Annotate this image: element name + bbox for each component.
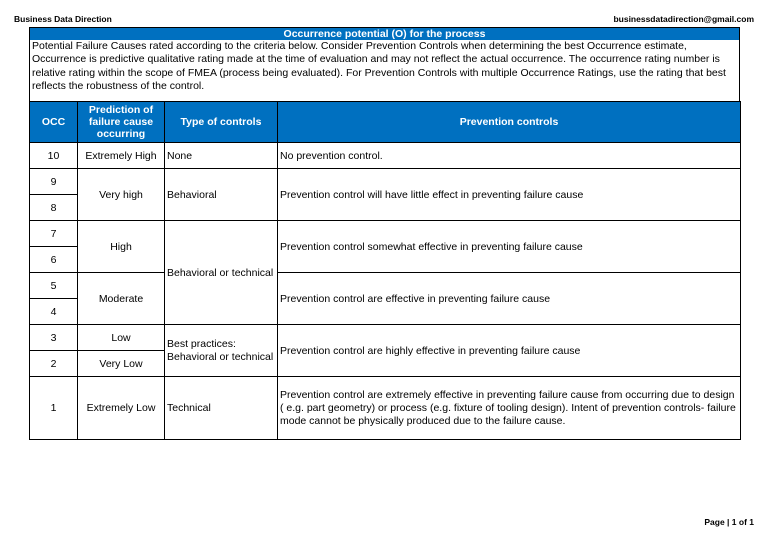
prediction-cell: Moderate <box>78 273 165 325</box>
table-row <box>30 273 741 299</box>
occ-cell: 1 <box>30 377 78 440</box>
intro-paragraph: Potential Failure Causes rated according to the criteria below. Consider Prevention Controls when determining the best Occurrence estimate, Occurrence is predictive qualitative rating made at the time of evaluation and may not reflect the actual occurrence. The occurrence rating number is relative rating within the scope of FMEA (process being evaluated). For Prevention Controls with multiple Occurrence Ratings, use the rating that best reflects the robustness of the control. <box>29 40 740 101</box>
occ-cell: 6 <box>30 247 78 273</box>
type-cell: Technical <box>165 377 278 440</box>
occ-cell: 9 <box>30 169 78 195</box>
sheet-title: Occurrence potential (O) for the process <box>29 27 740 40</box>
table-header-row <box>30 102 741 143</box>
prediction-cell: Extremely Low <box>78 377 165 440</box>
prediction-cell: Extremely High <box>78 143 165 169</box>
occ-cell: 10 <box>30 143 78 169</box>
prevention-cell: Prevention control are effective in preventing failure cause <box>278 273 741 325</box>
column-header-type: Type of controls <box>165 102 278 143</box>
prevention-cell: No prevention control. <box>278 143 741 169</box>
occ-cell: 4 <box>30 299 78 325</box>
occurrence-table <box>29 101 741 440</box>
prevention-cell: Prevention control are highly effective in preventing failure cause <box>278 325 741 377</box>
column-header-prediction: Prediction of failure cause occurring <box>78 102 165 143</box>
prediction-cell: Low <box>78 325 165 351</box>
table-row <box>30 143 741 169</box>
occ-cell: 5 <box>30 273 78 299</box>
table-row <box>30 169 741 195</box>
prediction-cell: Very high <box>78 169 165 221</box>
prediction-cell: High <box>78 221 165 273</box>
prevention-cell: Prevention control will have little effect in preventing failure cause <box>278 169 741 221</box>
header-company-name: Business Data Direction <box>14 14 112 24</box>
occ-cell: 8 <box>30 195 78 221</box>
column-header-prevention: Prevention controls <box>278 102 741 143</box>
prevention-cell: Prevention control somewhat effective in preventing failure cause <box>278 221 741 273</box>
table-row <box>30 325 741 351</box>
prevention-cell: Prevention control are extremely effective in preventing failure cause from occurring due to design ( e.g. part geometry) or process (e.g. fixture of tooling design). Intent of prevention controls- failure mode cannot be physically produced due to the failure cause. <box>278 377 741 440</box>
occ-cell: 3 <box>30 325 78 351</box>
occ-cell: 7 <box>30 221 78 247</box>
page-number: Page | 1 of 1 <box>704 517 754 527</box>
occurrence-sheet <box>29 27 740 440</box>
type-cell: None <box>165 143 278 169</box>
table-row <box>30 221 741 247</box>
occ-cell: 2 <box>30 351 78 377</box>
prediction-cell: Very Low <box>78 351 165 377</box>
type-cell: Behavioral <box>165 169 278 221</box>
column-header-occ: OCC <box>30 102 78 143</box>
table-row <box>30 377 741 440</box>
header-email: businessdatadirection@gmail.com <box>613 14 754 24</box>
type-cell: Behavioral or technical <box>165 221 278 325</box>
type-cell: Best practices: Behavioral or technical <box>165 325 278 377</box>
